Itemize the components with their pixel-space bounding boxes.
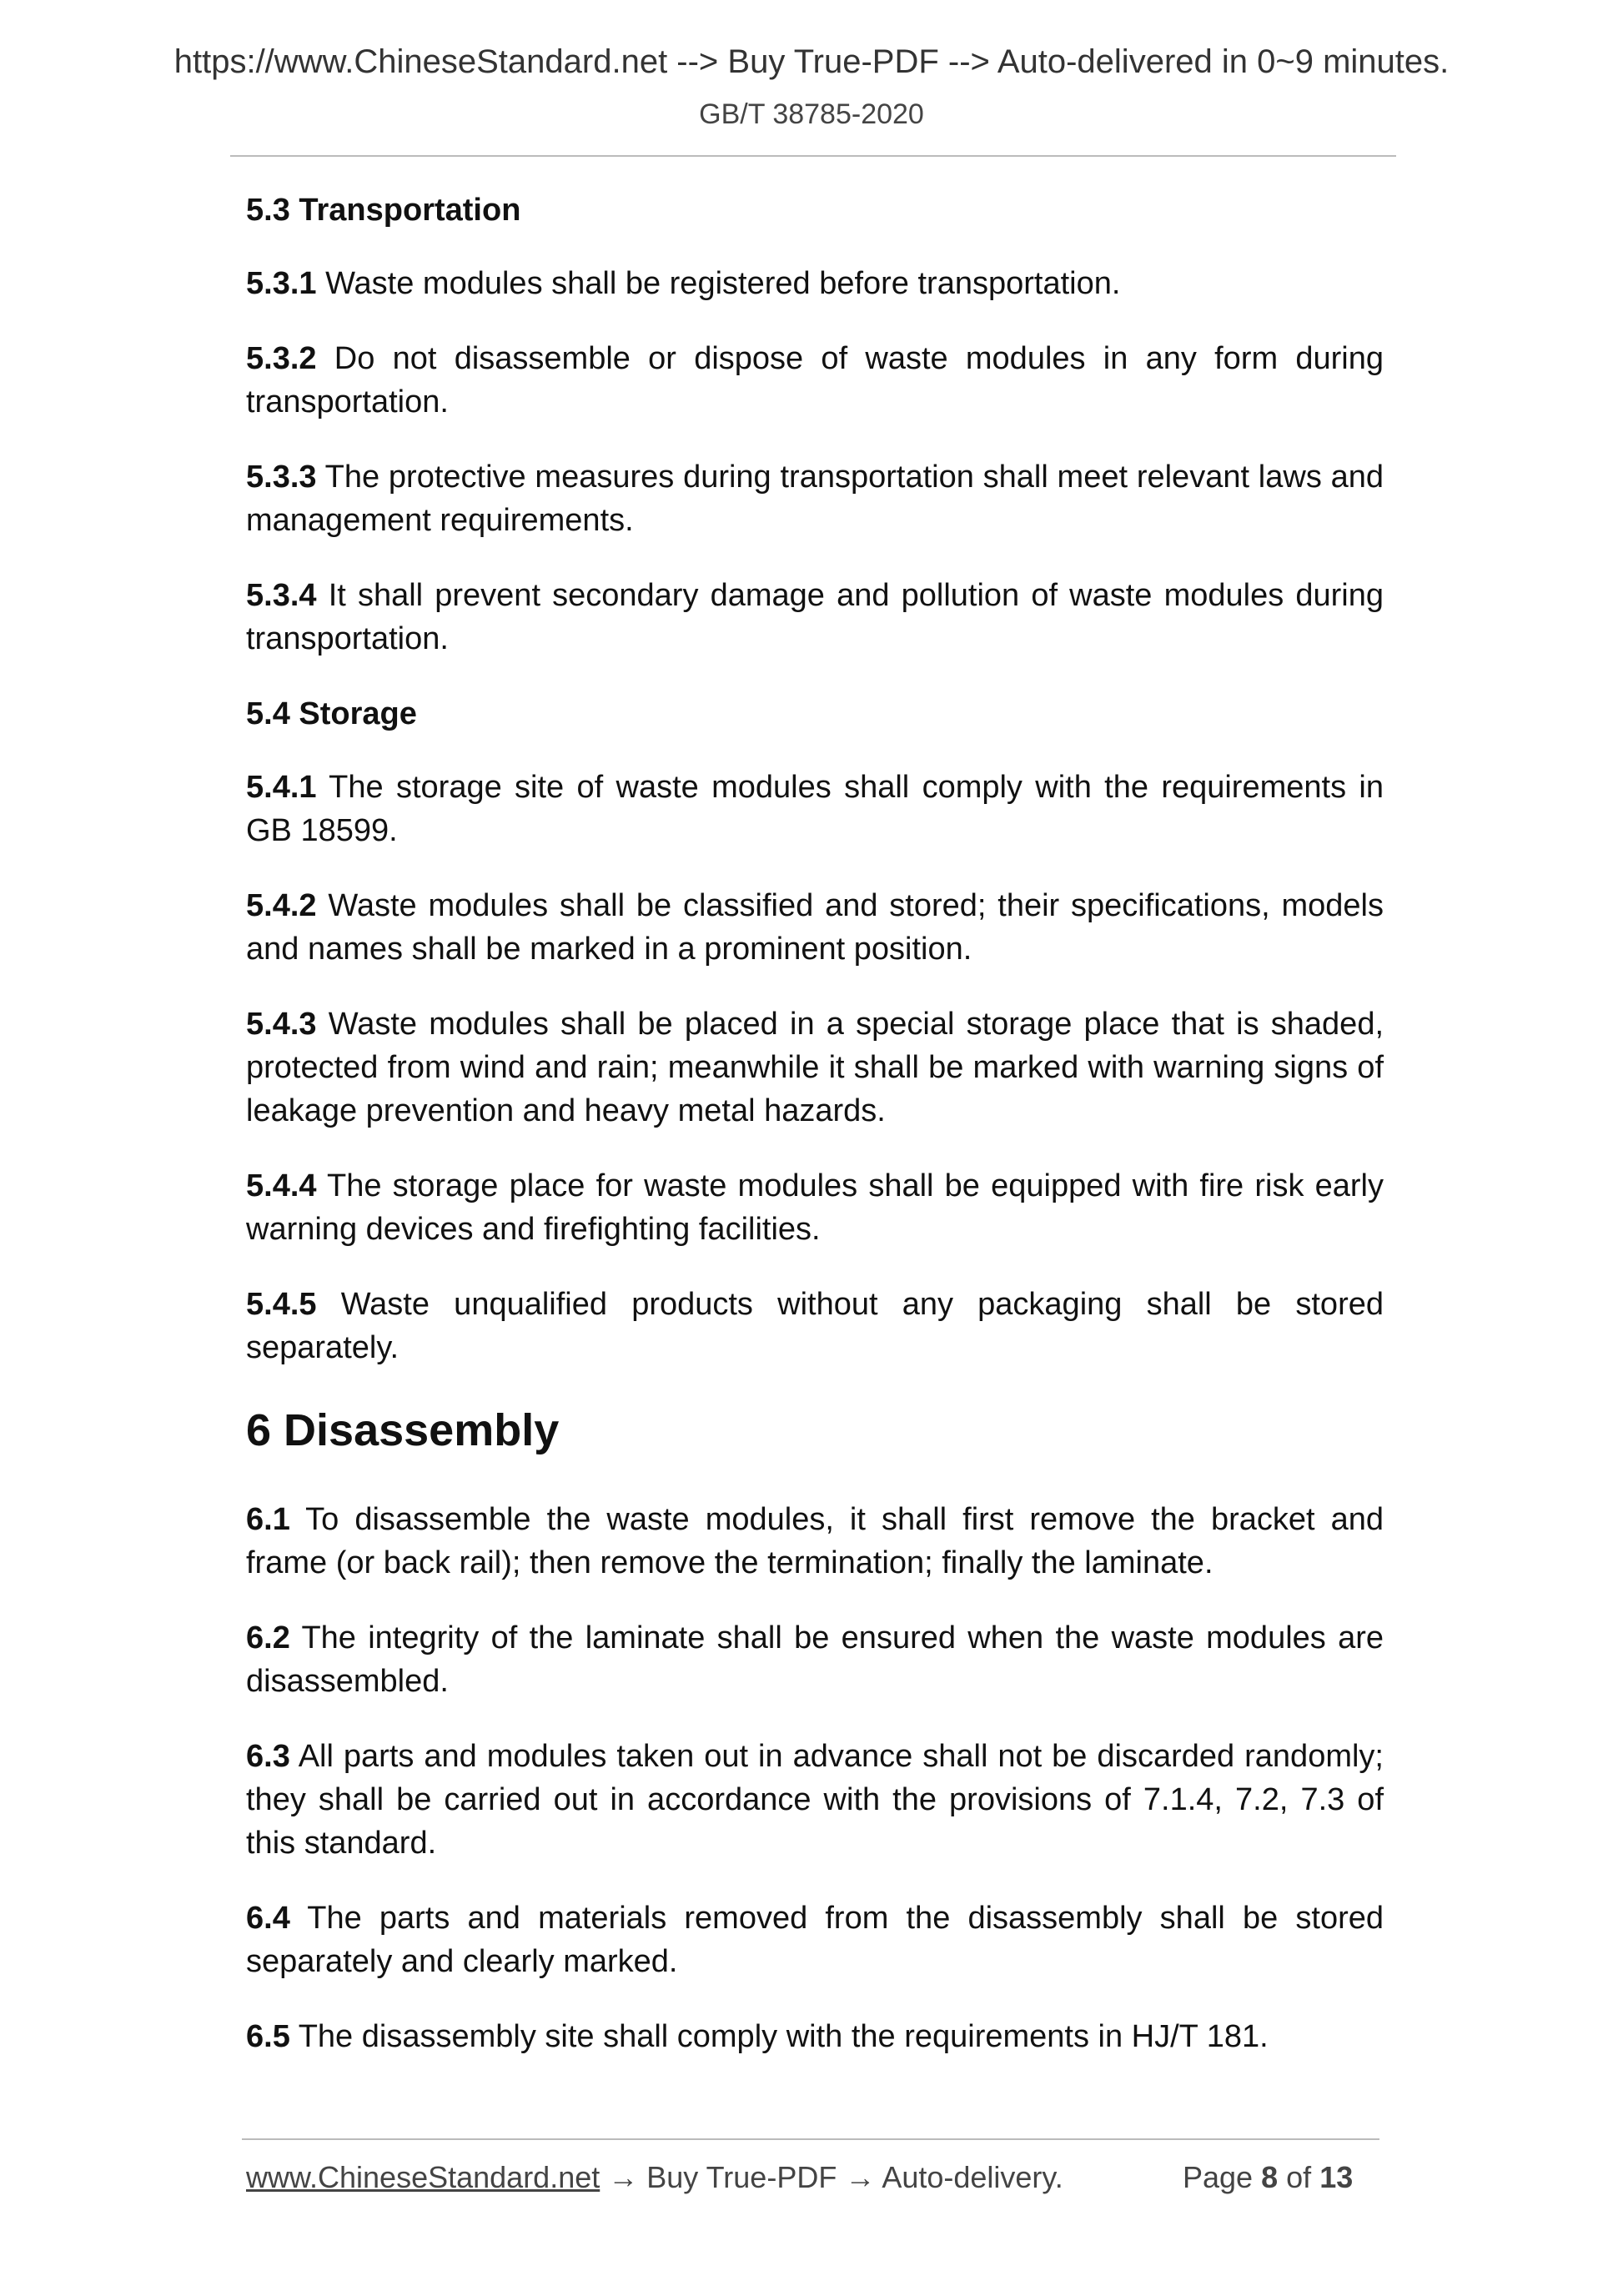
clause-5-4-3 [246, 1002, 1384, 1133]
clause-text: Waste modules shall be placed in a special storage place that is shaded, protected from wind and rain; meanwhile it shall be marked with warning signs of leakage prevention and heavy metal hazards. [246, 1007, 1384, 1128]
clause-text: The storage place for waste modules shall be equipped with fire risk early warning devices and firefighting facilities. [246, 1168, 1384, 1247]
clause-text: It shall prevent secondary damage and pollution of waste modules during transportation. [246, 578, 1384, 656]
of-label: of [1286, 2160, 1312, 2194]
clause-5-3-3 [246, 455, 1384, 542]
clause-5-4-5 [246, 1283, 1384, 1369]
clause-number: 6.1 [246, 1502, 290, 1537]
clause-5-3-1 [246, 262, 1384, 305]
footer-promo-text: → Buy True-PDF → Auto-delivery. [600, 2160, 1063, 2194]
page-indicator [1183, 2160, 1353, 2195]
clause-5-3-4 [246, 574, 1384, 661]
section-heading-5-3: 5.3 Transportation [246, 193, 521, 228]
clause-number: 5.4.1 [246, 770, 317, 805]
clause-5-3-2 [246, 337, 1384, 424]
clause-text: To disassemble the waste modules, it shall first remove the bracket and frame (or back rail); then remove the termination; finally the laminate. [246, 1502, 1384, 1580]
header-url-line: https://www.ChineseStandard.net --> Buy True-PDF --> Auto-delivered in 0~9 minutes. [173, 43, 1450, 80]
clause-number: 6.2 [246, 1620, 290, 1655]
clause-5-4-2 [246, 884, 1384, 971]
clause-text: The storage site of waste modules shall comply with the requirements in GB 18599. [246, 770, 1384, 848]
clause-text: Waste unqualified products without any packaging shall be stored separately. [246, 1287, 1384, 1365]
clause-number: 5.3.1 [246, 266, 317, 301]
header-standard-code: GB/T 38785-2020 [699, 98, 924, 130]
clause-text: All parts and modules taken out in advance shall not be discarded randomly; they shall be carried out in accordance with the provisions of 7.1.4, 7.2, 7.3 of this standard. [246, 1739, 1384, 1861]
chapter-heading-6: 6 Disassembly [246, 1405, 560, 1455]
footer-divider [242, 2138, 1379, 2140]
page-label: Page [1183, 2160, 1254, 2194]
clause-number: 5.3.4 [246, 578, 317, 613]
clause-6-4 [246, 1897, 1384, 1983]
clause-6-2 [246, 1616, 1384, 1703]
clause-6-1 [246, 1498, 1384, 1585]
clause-number: 5.4.2 [246, 888, 317, 923]
clause-number: 5.4.4 [246, 1168, 317, 1203]
clause-text: Waste modules shall be registered before transportation. [325, 266, 1121, 301]
page-number: 8 [1261, 2160, 1279, 2194]
clause-number: 6.4 [246, 1901, 290, 1936]
section-heading-5-4: 5.4 Storage [246, 696, 417, 731]
clause-text: Do not disassemble or dispose of waste modules in any form during transportation. [246, 341, 1384, 420]
clause-number: 6.3 [246, 1739, 290, 1774]
document-body [246, 188, 1384, 2090]
clause-text: The protective measures during transportation shall meet relevant laws and management requirements. [246, 460, 1384, 538]
footer-site-link[interactable]: www.ChineseStandard.net [246, 2160, 600, 2194]
footer-promo [246, 2160, 1063, 2195]
clause-6-3 [246, 1735, 1384, 1865]
header-divider [230, 155, 1396, 157]
clause-6-5 [246, 2015, 1384, 2058]
clause-number: 5.4.5 [246, 1287, 317, 1322]
clause-number: 5.3.2 [246, 341, 317, 376]
clause-text: The integrity of the laminate shall be ensured when the waste modules are disassembled. [246, 1620, 1384, 1699]
page-total: 13 [1319, 2160, 1354, 2194]
clause-number: 6.5 [246, 2019, 290, 2054]
clause-text: The parts and materials removed from the disassembly shall be stored separately and clearly marked. [246, 1901, 1384, 1979]
clause-5-4-4 [246, 1164, 1384, 1251]
clause-number: 5.3.3 [246, 460, 317, 495]
clause-text: The disassembly site shall comply with the requirements in HJ/T 181. [298, 2019, 1269, 2054]
clause-5-4-1 [246, 766, 1384, 852]
clause-number: 5.4.3 [246, 1007, 317, 1042]
clause-text: Waste modules shall be classified and stored; their specifications, models and names shall be marked in a prominent position. [246, 888, 1384, 967]
